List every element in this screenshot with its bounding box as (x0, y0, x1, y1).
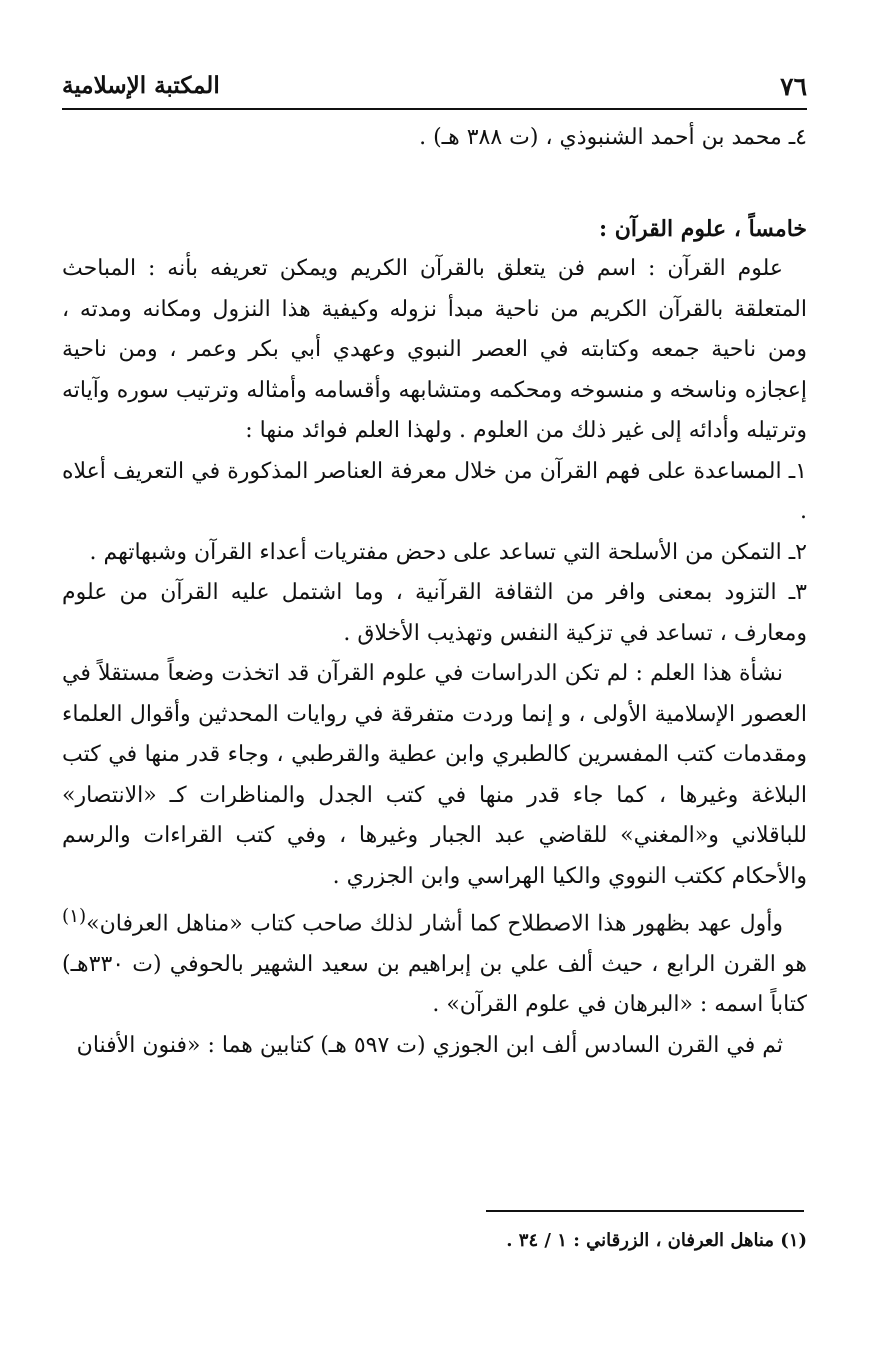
sixth-century-paragraph: ثم في القرن السادس ألف ابن الجوزي (ت ٥٩٧ هـ) كتابين هما : «فنون الأفنان (76, 1032, 783, 1058)
section-title: خامساً ، علوم القرآن : (598, 215, 807, 242)
body-text (62, 118, 807, 1066)
benefit-item-3: ٣ـ التزود بمعنى وافر من الثقافة القرآنية ، وما اشتمل عليه القرآن من علوم ومعارف ، تساعد في تزكية النفس وتهذيب الأخلاق . (62, 580, 807, 646)
running-title: المكتبة الإسلامية (62, 72, 220, 99)
benefit-item-2: ٢ـ التمكن من الأسلحة التي تساعد على دحض مفتريات أعداء القرآن وشبهاتهم . (89, 539, 807, 565)
footnote: (١) مناهل العرفان ، الزرقاني : ١ / ٣٤ . (506, 1230, 807, 1251)
first-era-text: وأول عهد بظهور هذا الاصطلاح كما أشار لذلك صاحب كتاب «مناهل العرفان» (86, 911, 783, 937)
header-divider (62, 108, 807, 110)
definition-paragraph: علوم القرآن : اسم فن يتعلق بالقرآن الكريم ويمكن تعريفه بأنه : المباحث المتعلقة بالقرآن الكريم من ناحية مبدأ نزوله وكيفية هذا النزول ومكانه ومدته ، ومن ناحية جمعه وكتابته في العصر النبوي وعهدي أبي بكر وعمر ، ومن ناحية إعجازه وناسخه و منسوخه ومحكمه ومتشابهه وأقسامه وأمثاله وترتيب سوره وآياته وترتيله وأدائه إلى غير ذلك من العلوم . ولهذا العلم فوائد منها : (62, 256, 807, 443)
footnote-reference[interactable]: (١) (62, 906, 87, 927)
origin-paragraph: نشأة هذا العلم : لم تكن الدراسات في علوم القرآن قد اتخذت وضعاً مستقلاً في العصور الإسلامية الأولى ، و إنما وردت متفرقة في روايات المحدثين وأقوال العلماء ومقدمات كتب المفسرين كالطبري وابن عطية والقرطبي ، وجاء قدر منها في كتب البلاغة وغيرها ، كما جاء قدر منها في كتب الجدل والمناظرات كـ «الانتصار» للباقلاني و«المغني» للقاضي عبد الجبار وغيرها ، وفي كتب القراءات والرسم والأحكام ككتب النووي والكيا الهراسي وابن الجزري . (62, 661, 807, 889)
first-era-text-continued: هو القرن الرابع ، حيث ألف علي بن إبراهيم بن سعيد الشهير بالحوفي (ت ٣٣٠هـ) كتاباً اسمه : «البرهان في علوم القرآن» . (62, 951, 807, 1018)
list-item-4: ٤ـ محمد بن أحمد الشنبوذي ، (ت ٣٨٨ هـ) . (419, 125, 807, 150)
first-era-paragraph (62, 897, 807, 1026)
paragraph-spacer (62, 159, 807, 209)
page-header (62, 68, 807, 108)
footnote-divider (486, 1210, 804, 1212)
benefit-item-1: ١ـ المساعدة على فهم القرآن من خلال معرفة العناصر المذكورة في التعريف أعلاه . (62, 458, 807, 524)
page-number: ٧٦ (780, 72, 807, 101)
